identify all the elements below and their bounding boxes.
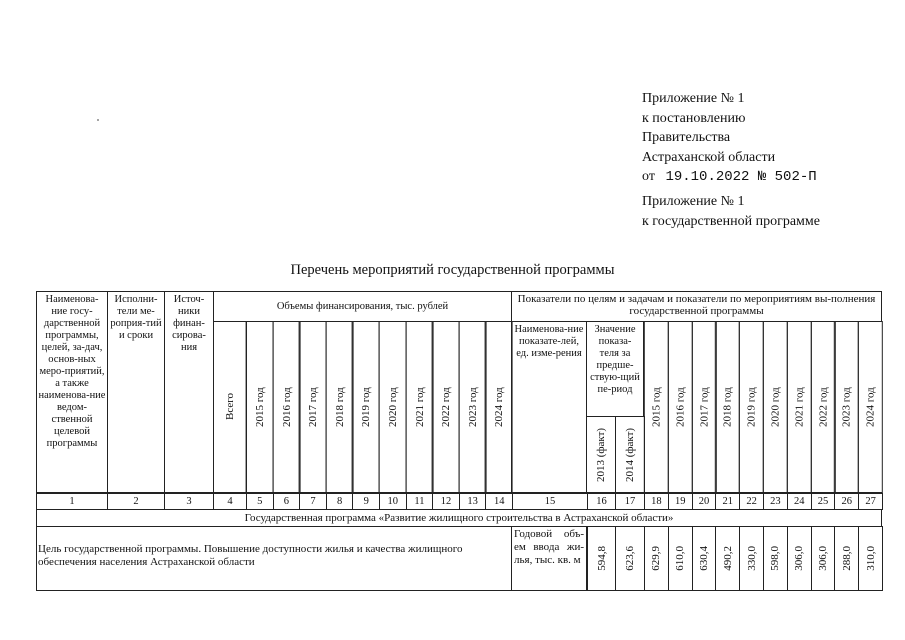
previous-year-header [586,416,616,493]
appendix-to-program: к государственной программе [642,213,820,229]
indicator-year-header [668,321,693,493]
appendix-date-stamp: 19.10.2022 № 502-П [665,169,817,185]
column-number-cell [406,493,434,510]
column-number-cell-text: 5 [257,496,263,507]
goal-value-cell-text: 490,2 [721,546,734,571]
goal-value-cell-text: 598,0 [769,546,782,571]
goal-value-cell-text: 629,9 [650,546,663,571]
column-number-cell-text: 19 [674,496,686,507]
column-number-cell-text: 12 [440,496,452,507]
goal-value-cell [811,526,836,591]
funding-year-header-text: 2020 год [386,387,399,427]
column-number-cell [858,493,883,510]
funding-year-header [273,321,301,493]
column-number-cell [715,493,740,510]
scan-speck [97,119,99,121]
column-number-cell [273,493,301,510]
column-number-cell-text: 11 [414,496,425,507]
header-funding-sources: Источ-ники финан-сирова-ния [164,291,214,493]
document-title: Перечень мероприятий государственной программы [290,262,615,278]
header-previous-period: Значение показа-теля за предше-ствую-щий пе-риод [586,321,644,417]
indicator-year-header-text: 2022 год [816,387,829,427]
funding-year-header-text: 2016 год [280,387,293,427]
appendix-date-line [642,167,817,188]
goal-value-cell-text: 288,0 [840,546,853,571]
column-number-cell-text: 18 [651,496,662,507]
column-number-cell [107,493,165,510]
goal-text-cell: Цель государственной программы. Повышение доступности жилья и качества жилищного обеспечения населения Астраханской области [36,526,512,591]
goal-value-cell-text: 594,8 [595,546,608,571]
goal-value-cell [763,526,788,591]
column-number-cell-text: 22 [746,496,757,507]
column-number-cell-text: 14 [493,496,505,507]
column-number-cell-text: 21 [722,496,734,507]
column-number-cell [587,493,616,510]
goal-value-cell [787,526,812,591]
goal-value-cell [692,526,717,591]
header-total: Всего [213,321,247,493]
column-number-cell-text: 8 [336,496,343,507]
column-number-cell [739,493,764,510]
indicator-year-header [692,321,717,493]
column-number-cell-text: 26 [841,496,853,507]
appendix-program-number: Приложение № 1 [642,194,745,209]
funding-year-header-text: 2022 год [439,387,452,427]
appendix-government: Правительства [642,130,731,145]
column-number-cell [692,493,717,510]
goal-value-cell [615,526,645,591]
indicator-year-header [858,321,883,493]
column-number-cell [459,493,487,510]
funding-year-header [352,321,380,493]
column-number-cell [352,493,380,510]
funding-year-header-text: 2021 год [413,387,426,427]
column-number-cell-text: 20 [698,496,710,507]
column-number-cell-text: 23 [770,496,781,507]
funding-year-header [459,321,487,493]
goal-value-cell-text: 310,0 [864,546,877,571]
indicator-year-header-text: 2020 год [769,387,782,427]
indicator-year-header-text: 2018 год [721,387,734,427]
appendix-number: Приложение № 1 [642,91,745,106]
column-number-cell-text: 10 [387,496,399,507]
indicator-year-header-text: 2017 год [697,387,710,427]
indicator-year-header-text: 2019 год [745,387,758,427]
indicator-year-header [787,321,812,493]
goal-value-cell-text: 330,0 [745,546,758,571]
column-number-cell-text: 3 [186,496,192,507]
column-number-cell [834,493,859,510]
column-number-cell-text: 2 [133,496,139,507]
header-executors: Исполни-тели ме-роприя-тий и сроки [107,291,165,493]
indicator-year-header [644,321,669,493]
header-indicator-name: Наименова-ние показате-лей, ед. изме-рения [511,321,587,493]
program-row: Государственная программа «Развитие жилищного строительства в Астраханской области» [36,509,882,527]
column-number-cell [432,493,460,510]
indicator-year-header [811,321,836,493]
goal-value-cell [858,526,883,591]
indicator-year-header-text: 2016 год [674,387,687,427]
column-number-cell [763,493,788,510]
funding-year-header-text: 2018 год [333,387,346,427]
appendix-program-block [642,192,820,231]
column-number-cell [615,493,645,510]
column-number-cell-text: 24 [793,496,805,507]
previous-year-header [615,416,645,493]
indicator-year-header [763,321,788,493]
column-number-cell [485,493,513,510]
previous-year-header-text: 2014 (факт) [624,427,636,482]
column-number-cell-text: 27 [865,496,876,507]
column-number-cell-text: 7 [310,496,316,507]
goal-indicator-cell: Годовой объ-ем ввода жи-лья, тыс. кв. м [511,526,587,591]
indicator-year-header-text: 2015 год [650,387,663,427]
funding-year-header-text: 2019 год [360,387,373,427]
column-number-cell [36,493,108,510]
funding-year-header-text: 2023 год [466,387,479,427]
indicator-year-header [834,321,859,493]
funding-year-header [246,321,274,493]
goal-value-cell-text: 306,0 [793,546,806,571]
column-number-cell-text: 4 [227,496,233,507]
indicator-year-header-text: 2021 год [793,387,806,427]
goal-value-cell-text: 610,0 [674,546,687,571]
header-indicators: Показатели по целям и задачам и показатели по мероприятиям вы-полнения государственной программы [511,291,882,322]
goal-value-cell [715,526,740,591]
column-number-cell [164,493,214,510]
goal-value-cell-text: 630,4 [697,546,710,571]
indicator-year-header [739,321,764,493]
goal-value-cell-text: 306,0 [816,546,829,571]
previous-year-header-text: 2013 (факт) [595,427,607,482]
header-funding-volumes: Объемы финансирования, тыс. рублей [213,291,512,322]
column-number-cell-text: 6 [283,496,290,507]
funding-year-header [485,321,513,493]
column-number-cell-text: 15 [544,496,556,507]
column-number-cell [213,493,247,510]
appendix-resolution-block [642,89,817,188]
goal-value-cell [834,526,859,591]
header-program-name: Наименова-ние госу-дарственной программы, целей, за-дач, основ-ных меро-приятий, а также наименова-ние ведом-ственной целевой программы [36,291,108,493]
indicator-year-header-text: 2024 год [864,387,877,427]
appendix-to-resolution: к постановлению [642,110,746,126]
funding-year-header [406,321,434,493]
column-number-cell [299,493,327,510]
goal-value-cell [739,526,764,591]
goal-value-cell [644,526,669,591]
funding-year-header [432,321,460,493]
funding-year-header [326,321,354,493]
column-number-cell [512,493,588,510]
indicator-year-header-text: 2023 год [840,387,853,427]
goal-value-cell [668,526,693,591]
column-number-cell [811,493,836,510]
column-number-cell [326,493,354,510]
funding-year-header [379,321,407,493]
funding-year-header-text: 2015 год [253,387,266,427]
goal-value-cell [587,526,616,591]
indicator-year-header [715,321,740,493]
column-number-cell [246,493,274,510]
appendix-date-prefix: от [642,169,655,184]
appendix-region: Астраханской области [642,149,776,165]
goal-value-cell-text: 623,6 [624,546,636,571]
column-number-cell-text: 25 [817,496,829,507]
funding-year-header-text: 2017 год [306,387,319,427]
column-number-cell [379,493,407,510]
column-number-cell-text: 13 [467,496,478,507]
column-number-cell-text: 9 [363,496,369,507]
column-number-cell-text: 1 [69,496,75,507]
column-number-cell [668,493,693,510]
column-number-cell [644,493,669,510]
column-number-cell [787,493,812,510]
column-number-cell-text: 16 [596,496,607,507]
funding-year-header [299,321,327,493]
funding-year-header-text: 2024 год [493,387,506,427]
column-number-cell-text: 17 [624,496,636,507]
